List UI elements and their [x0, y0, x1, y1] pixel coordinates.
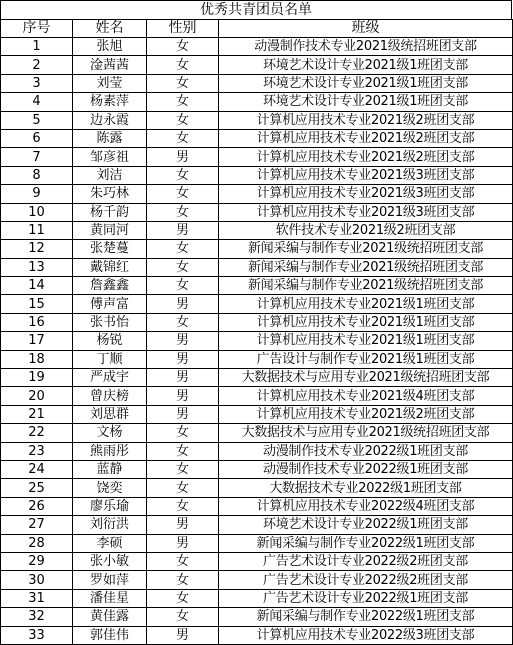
member-gender: 女 — [147, 74, 219, 92]
row-index: 2 — [1, 56, 73, 74]
member-gender: 女 — [147, 111, 219, 129]
table-row — [1, 203, 513, 221]
row-index: 8 — [1, 166, 73, 184]
table-row — [1, 240, 513, 258]
row-index: 23 — [1, 442, 73, 460]
row-index: 3 — [1, 74, 73, 92]
row-index: 21 — [1, 405, 73, 423]
member-name: 罗如萍 — [73, 571, 147, 589]
member-name: 严成宇 — [73, 369, 147, 387]
member-name: 饶奕 — [73, 479, 147, 497]
member-name: 邹彦祖 — [73, 148, 147, 166]
member-class: 广告艺术设计专业2022级2班团支部 — [219, 552, 513, 570]
table-row — [1, 185, 513, 203]
member-class: 计算机应用技术专业2022级4班团支部 — [219, 497, 513, 515]
member-class: 大数据技术与应用专业2021级统招班团支部 — [219, 369, 513, 387]
row-index: 22 — [1, 424, 73, 442]
member-name: 廖乐瑜 — [73, 497, 147, 515]
table-row — [1, 387, 513, 405]
header-gender: 性别 — [147, 20, 219, 38]
member-gender: 女 — [147, 185, 219, 203]
member-class: 软件技术专业2021级2班团支部 — [219, 221, 513, 239]
member-class: 广告艺术设计专业2022级1班团支部 — [219, 589, 513, 607]
table-row — [1, 479, 513, 497]
roster-table — [0, 19, 513, 645]
table-row — [1, 534, 513, 552]
member-class: 新闻采编与制作专业2021级统招班团支部 — [219, 277, 513, 295]
row-index: 19 — [1, 369, 73, 387]
member-gender: 男 — [147, 221, 219, 239]
table-row — [1, 295, 513, 313]
table-row — [1, 166, 513, 184]
member-gender: 男 — [147, 148, 219, 166]
row-index: 31 — [1, 589, 73, 607]
member-class: 计算机应用技术专业2021级2班团支部 — [219, 129, 513, 147]
member-class: 计算机应用技术专业2021级1班团支部 — [219, 313, 513, 331]
member-gender: 女 — [147, 240, 219, 258]
member-gender: 女 — [147, 571, 219, 589]
member-name: 刘洁 — [73, 166, 147, 184]
member-name: 李硕 — [73, 534, 147, 552]
member-gender: 男 — [147, 387, 219, 405]
table-row — [1, 369, 513, 387]
member-name: 丁顺 — [73, 350, 147, 368]
row-index: 9 — [1, 185, 73, 203]
member-class: 新闻采编与制作专业2022级1班团支部 — [219, 534, 513, 552]
table-row — [1, 38, 513, 56]
member-class: 计算机应用技术专业2021级3班团支部 — [219, 203, 513, 221]
member-gender: 女 — [147, 166, 219, 184]
row-index: 12 — [1, 240, 73, 258]
row-index: 17 — [1, 332, 73, 350]
table-row — [1, 277, 513, 295]
table-row — [1, 405, 513, 423]
member-gender: 女 — [147, 589, 219, 607]
member-name: 刘思群 — [73, 405, 147, 423]
row-index: 14 — [1, 277, 73, 295]
member-class: 动漫制作技术专业2021级统招班团支部 — [219, 38, 513, 56]
member-gender: 女 — [147, 552, 219, 570]
table-row — [1, 313, 513, 331]
row-index: 5 — [1, 111, 73, 129]
header-index: 序号 — [1, 20, 73, 38]
table-row — [1, 460, 513, 478]
member-name: 戴锦红 — [73, 258, 147, 276]
member-name: 张楚蔓 — [73, 240, 147, 258]
member-gender: 女 — [147, 258, 219, 276]
member-gender: 男 — [147, 626, 219, 644]
row-index: 11 — [1, 221, 73, 239]
table-row — [1, 93, 513, 111]
member-class: 大数据技术与应用专业2021级统招班团支部 — [219, 424, 513, 442]
member-name: 黄佳露 — [73, 608, 147, 626]
row-index: 13 — [1, 258, 73, 276]
member-name: 潘佳星 — [73, 589, 147, 607]
row-index: 10 — [1, 203, 73, 221]
member-name: 张书怡 — [73, 313, 147, 331]
member-class: 动漫制作技术专业2022级1班团支部 — [219, 442, 513, 460]
table-row — [1, 497, 513, 515]
member-gender: 男 — [147, 516, 219, 534]
member-gender: 男 — [147, 369, 219, 387]
row-index: 6 — [1, 129, 73, 147]
table-row — [1, 56, 513, 74]
member-gender: 女 — [147, 424, 219, 442]
member-gender: 男 — [147, 332, 219, 350]
member-gender: 女 — [147, 38, 219, 56]
member-gender: 女 — [147, 203, 219, 221]
member-class: 大数据技术专业2022级1班团支部 — [219, 479, 513, 497]
table-row — [1, 626, 513, 644]
member-name: 黄同河 — [73, 221, 147, 239]
member-class: 计算机应用技术专业2021级2班团支部 — [219, 111, 513, 129]
row-index: 20 — [1, 387, 73, 405]
table-row — [1, 424, 513, 442]
member-class: 环境艺术设计专业2021级1班团支部 — [219, 74, 513, 92]
member-gender: 男 — [147, 350, 219, 368]
member-name: 刘莹 — [73, 74, 147, 92]
member-gender: 女 — [147, 93, 219, 111]
table-row — [1, 552, 513, 570]
member-gender: 女 — [147, 460, 219, 478]
member-name: 詹鑫鑫 — [73, 277, 147, 295]
member-name: 杨千韵 — [73, 203, 147, 221]
row-index: 32 — [1, 608, 73, 626]
member-gender: 男 — [147, 295, 219, 313]
roster-body — [1, 38, 513, 645]
member-gender: 女 — [147, 608, 219, 626]
row-index: 24 — [1, 460, 73, 478]
member-name: 熊雨彤 — [73, 442, 147, 460]
row-index: 27 — [1, 516, 73, 534]
member-name: 郭佳伟 — [73, 626, 147, 644]
member-gender: 女 — [147, 479, 219, 497]
row-index: 26 — [1, 497, 73, 515]
header-row — [1, 20, 513, 38]
member-name: 张旭 — [73, 38, 147, 56]
table-row — [1, 589, 513, 607]
member-gender: 女 — [147, 442, 219, 460]
member-name: 杨锐 — [73, 332, 147, 350]
table-row — [1, 571, 513, 589]
table-row — [1, 516, 513, 534]
member-gender: 男 — [147, 534, 219, 552]
member-class: 新闻采编与制作专业2022级1班团支部 — [219, 608, 513, 626]
member-class: 计算机应用技术专业2021级1班团支部 — [219, 332, 513, 350]
member-class: 计算机应用技术专业2021级3班团支部 — [219, 166, 513, 184]
table-row — [1, 111, 513, 129]
sheet-title: 优秀共青团员名单 — [0, 0, 512, 19]
member-gender: 女 — [147, 313, 219, 331]
row-index: 30 — [1, 571, 73, 589]
member-gender: 女 — [147, 497, 219, 515]
member-name: 蓝静 — [73, 460, 147, 478]
member-name: 杨素萍 — [73, 93, 147, 111]
table-row — [1, 74, 513, 92]
row-index: 1 — [1, 38, 73, 56]
table-row — [1, 129, 513, 147]
table-row — [1, 350, 513, 368]
member-name: 曾庆榜 — [73, 387, 147, 405]
row-index: 33 — [1, 626, 73, 644]
member-class: 环境艺术设计专业2022级1班团支部 — [219, 516, 513, 534]
row-index: 15 — [1, 295, 73, 313]
row-index: 4 — [1, 93, 73, 111]
member-name: 陈露 — [73, 129, 147, 147]
member-gender: 女 — [147, 129, 219, 147]
member-class: 动漫制作技术专业2022级1班团支部 — [219, 460, 513, 478]
member-name: 刘衍洪 — [73, 516, 147, 534]
member-class: 广告艺术设计专业2022级2班团支部 — [219, 571, 513, 589]
header-class: 班级 — [219, 20, 513, 38]
member-class: 环境艺术设计专业2021级1班团支部 — [219, 56, 513, 74]
member-gender: 女 — [147, 56, 219, 74]
member-class: 新闻采编与制作专业2021级统招班团支部 — [219, 258, 513, 276]
table-row — [1, 148, 513, 166]
member-name: 淦茜茜 — [73, 56, 147, 74]
row-index: 28 — [1, 534, 73, 552]
row-index: 7 — [1, 148, 73, 166]
table-row — [1, 608, 513, 626]
member-class: 计算机应用技术专业2021级2班团支部 — [219, 405, 513, 423]
member-class: 计算机应用技术专业2021级2班团支部 — [219, 148, 513, 166]
member-name: 朱巧林 — [73, 185, 147, 203]
member-class: 计算机应用技术专业2021级1班团支部 — [219, 295, 513, 313]
row-index: 16 — [1, 313, 73, 331]
member-name: 边永霞 — [73, 111, 147, 129]
row-index: 25 — [1, 479, 73, 497]
row-index: 29 — [1, 552, 73, 570]
member-class: 计算机应用技术专业2021级3班团支部 — [219, 185, 513, 203]
table-row — [1, 258, 513, 276]
member-class: 广告设计与制作专业2021级1班团支部 — [219, 350, 513, 368]
member-class: 计算机应用技术专业2022级3班团支部 — [219, 626, 513, 644]
member-class: 环境艺术设计专业2021级1班团支部 — [219, 93, 513, 111]
member-name: 文杨 — [73, 424, 147, 442]
member-name: 傅声富 — [73, 295, 147, 313]
member-class: 计算机应用技术专业2021级4班团支部 — [219, 387, 513, 405]
member-class: 新闻采编与制作专业2021级统招班团支部 — [219, 240, 513, 258]
member-name: 张小敏 — [73, 552, 147, 570]
row-index: 18 — [1, 350, 73, 368]
member-gender: 男 — [147, 405, 219, 423]
member-gender: 女 — [147, 277, 219, 295]
table-row — [1, 332, 513, 350]
header-name: 姓名 — [73, 20, 147, 38]
table-row — [1, 442, 513, 460]
table-row — [1, 221, 513, 239]
